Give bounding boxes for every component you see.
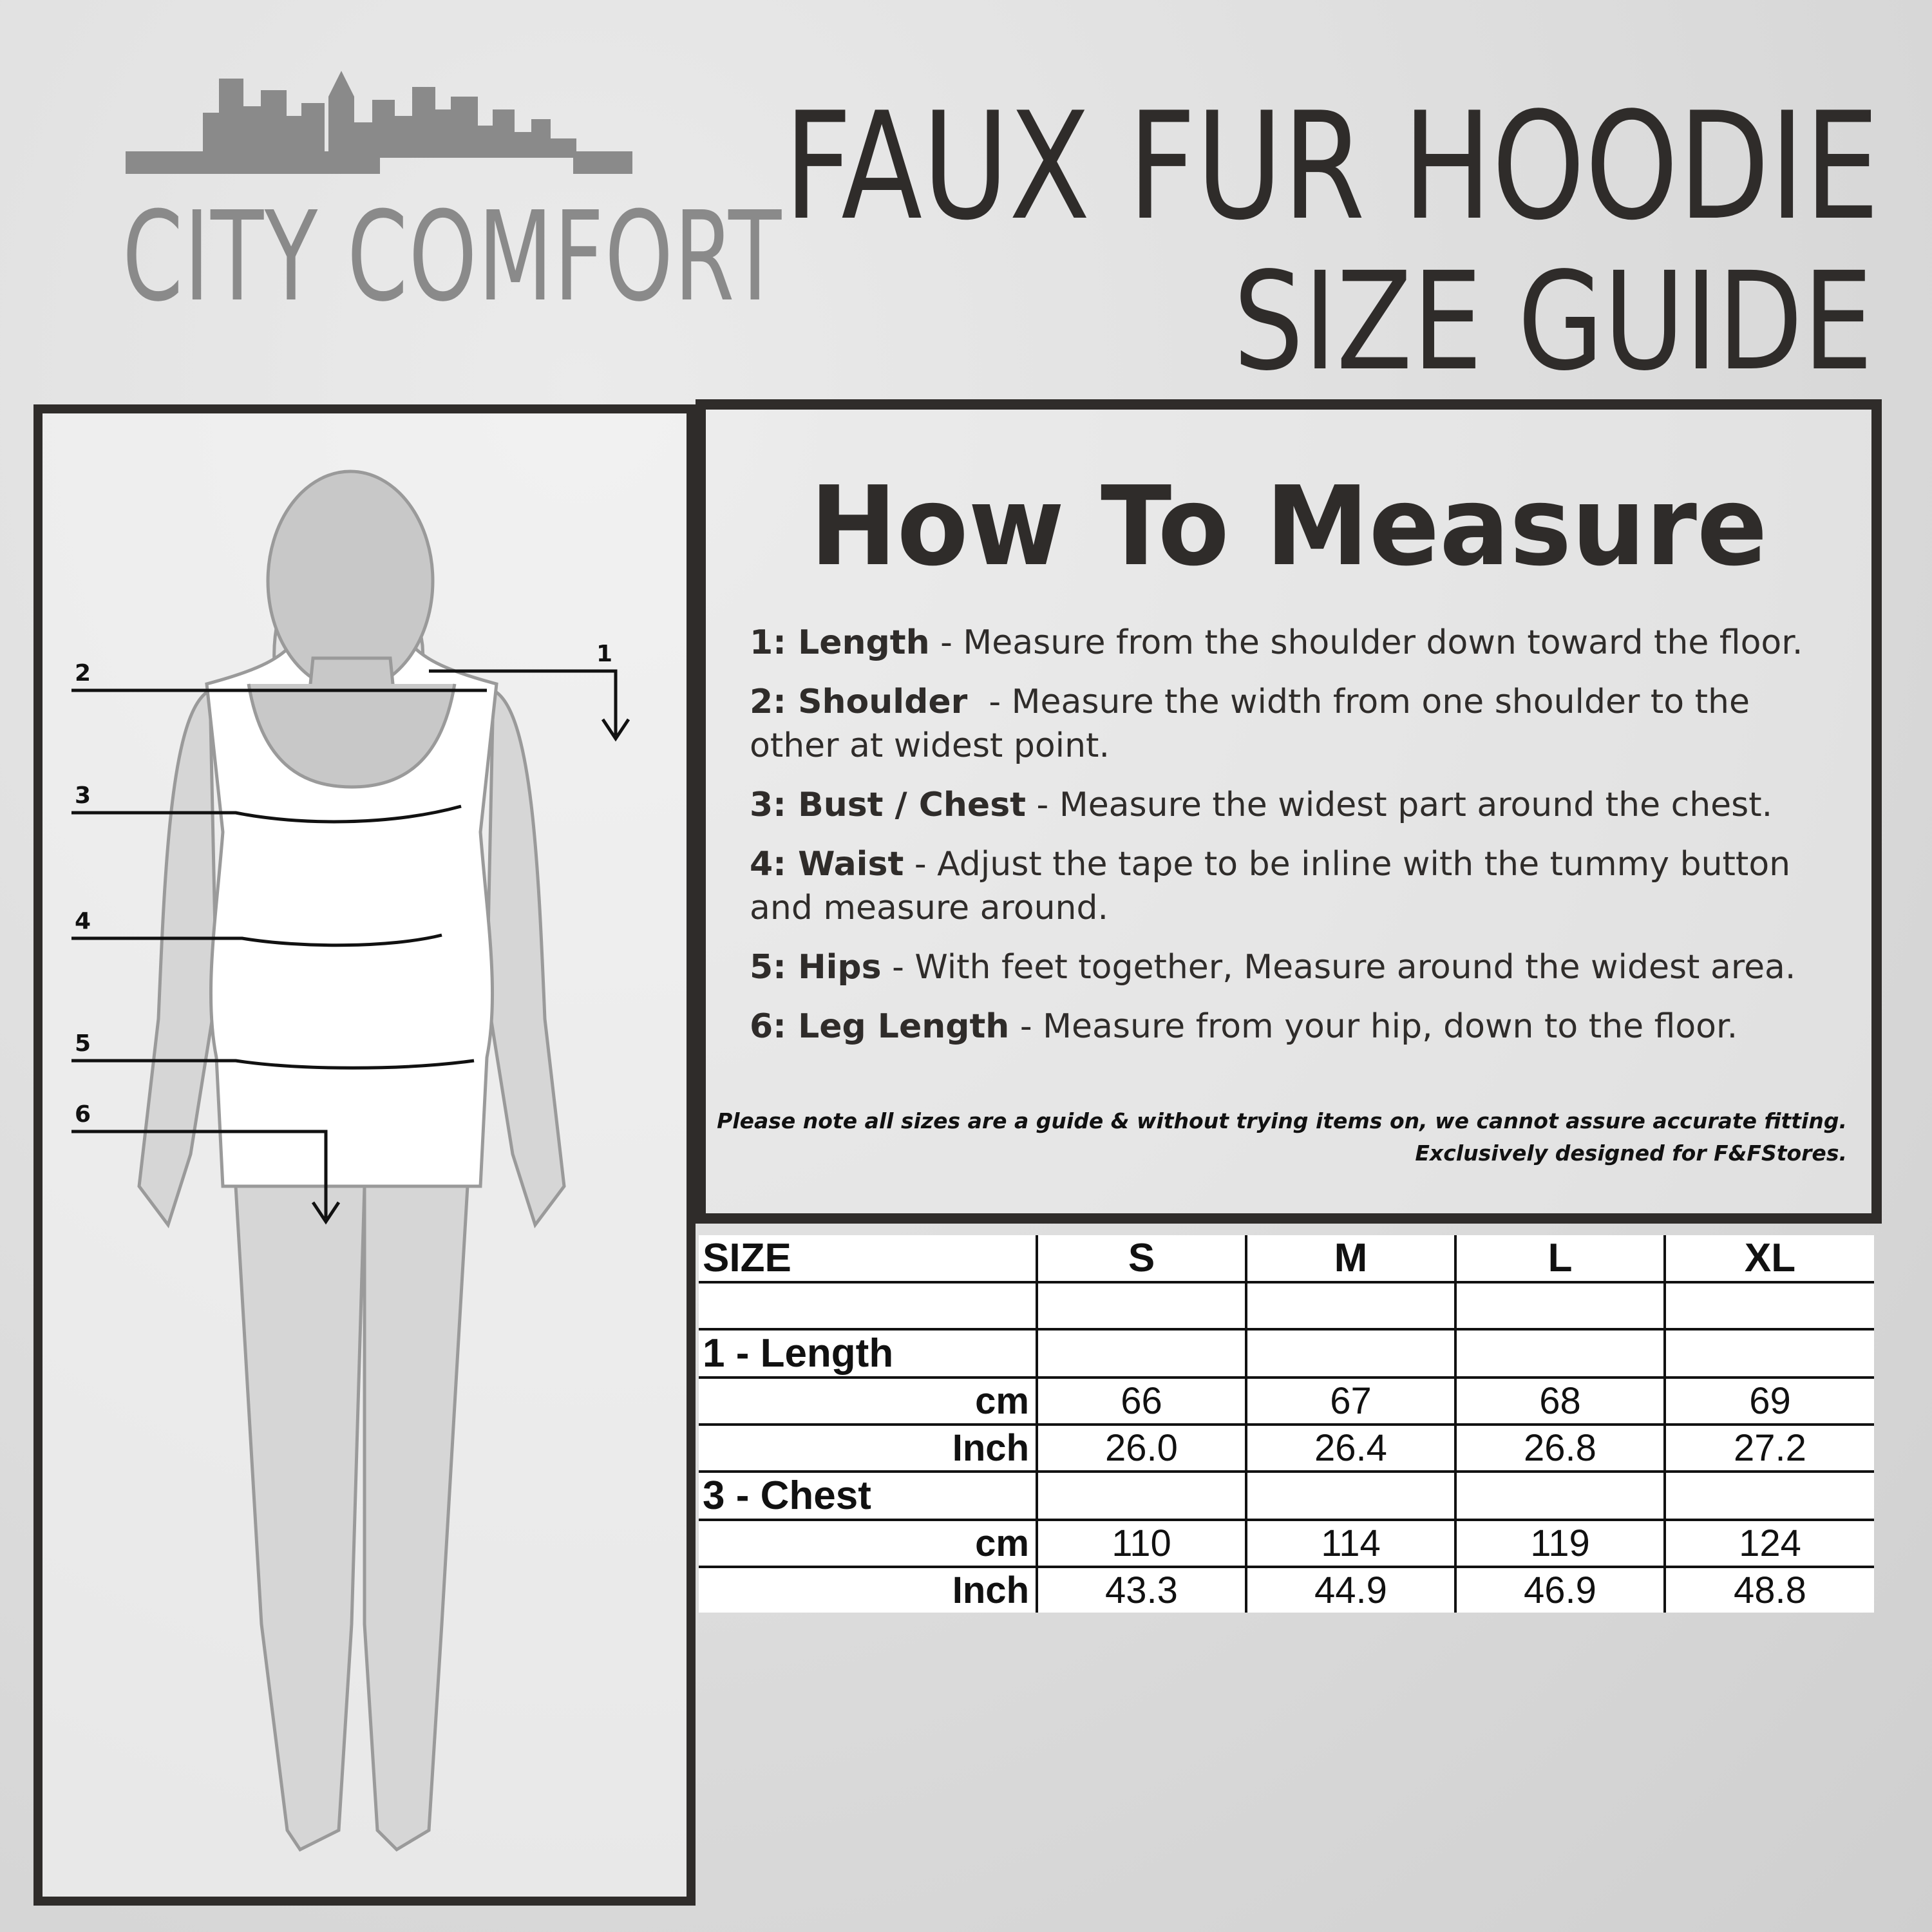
product-title: FAUX FUR HOODIE xyxy=(783,81,1879,253)
size-table xyxy=(699,1235,1874,1613)
body-figure-panel xyxy=(33,404,696,1906)
marker-6: 6 xyxy=(75,1101,91,1128)
marker-2: 2 xyxy=(75,660,91,687)
marker-3: 3 xyxy=(75,782,91,809)
disclaimer-note: Please note all sizes are a guide & without trying items on, we cannot assure accurate fitting. Exclusively designed for F&FStores. xyxy=(717,1108,1847,1166)
how-to-measure-heading: How To Measure xyxy=(810,463,1768,591)
table-section-row: 3 - Chest xyxy=(699,1472,1874,1520)
table-row: cm 66 67 68 69 xyxy=(699,1378,1874,1425)
measure-item-hips: 5: Hips - With feet together, Measure around the widest area. xyxy=(750,948,1796,987)
measure-item-leg-length: 6: Leg Length - Measure from your hip, down to the floor. xyxy=(750,1007,1738,1046)
table-row: Inch 43.3 44.9 46.9 48.8 xyxy=(699,1567,1874,1613)
brand-name: CITY COMFORT xyxy=(122,185,782,329)
page-subtitle: SIZE GUIDE xyxy=(1233,243,1873,401)
table-section-row: 1 - Length xyxy=(699,1329,1874,1378)
body-silhouette xyxy=(43,413,687,1897)
table-row: Inch 26.0 26.4 26.8 27.2 xyxy=(699,1425,1874,1472)
measure-list xyxy=(750,621,1832,1064)
measure-item-shoulder: 2: Shoulder - Measure the width from one shoulder to the other at widest point. xyxy=(750,683,1761,765)
table-header-row: SIZE S M L XL xyxy=(699,1235,1874,1282)
how-to-measure-panel xyxy=(696,399,1882,1224)
marker-5: 5 xyxy=(75,1030,91,1057)
measure-item-waist: 4: Waist - Adjust the tape to be inline with the tummy button and measure around. xyxy=(750,845,1791,927)
marker-1: 1 xyxy=(596,641,613,667)
table-row: cm 110 114 119 124 xyxy=(699,1520,1874,1567)
marker-4: 4 xyxy=(75,908,91,934)
measure-item-length: 1: Length - Measure from the shoulder down toward the floor. xyxy=(750,623,1803,662)
measure-item-chest: 3: Bust / Chest - Measure the widest part around the chest. xyxy=(750,786,1773,824)
table-spacer-row xyxy=(699,1282,1874,1329)
